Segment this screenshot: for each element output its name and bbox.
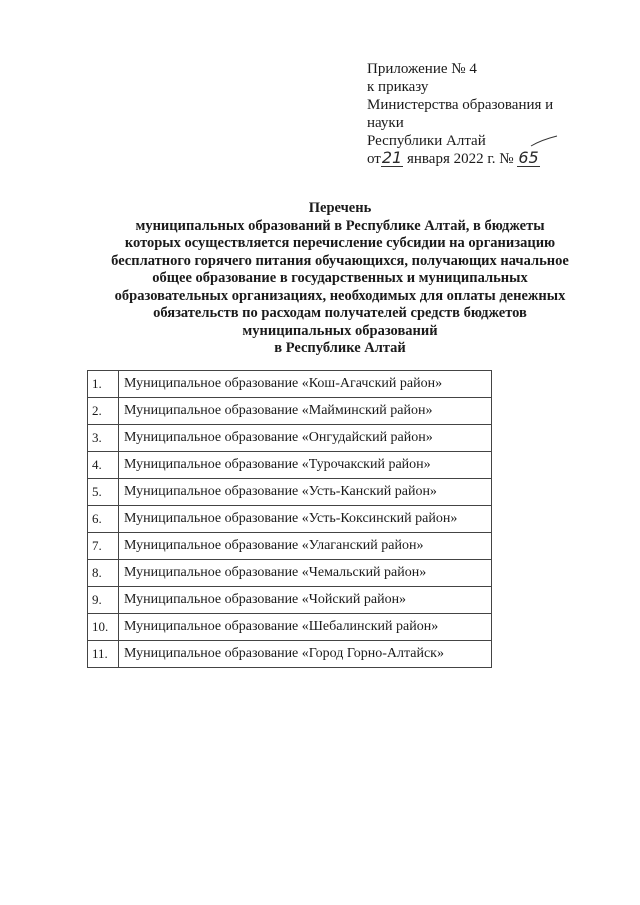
row-name: Муниципальное образование «Майминский район» (119, 398, 492, 425)
title-heading: Перечень (308, 200, 372, 216)
title-line: в Республике Алтай (274, 340, 406, 356)
table-row (88, 641, 492, 668)
table-row (88, 533, 492, 560)
date-middle: января 2022 г. № (406, 151, 514, 167)
date-prefix: от (367, 151, 381, 167)
row-number: 8. (88, 560, 119, 587)
title-line: общее образование в государственных и муниципальных (152, 270, 528, 286)
table-row (88, 452, 492, 479)
row-name: Муниципальное образование «Улаганский район» (119, 533, 492, 560)
table-row (88, 479, 492, 506)
municipalities-table (87, 370, 492, 668)
row-number: 7. (88, 533, 119, 560)
handwritten-order-number: 65 (518, 148, 539, 167)
row-number: 5. (88, 479, 119, 506)
row-name: Муниципальное образование «Усть-Канский район» (119, 479, 492, 506)
title-line: обязательств по расходам получателей средств бюджетов (153, 305, 527, 321)
row-name: Муниципальное образование «Усть-Коксинский район» (119, 506, 492, 533)
annex-line-science: науки (367, 115, 404, 131)
row-name: Муниципальное образование «Онгудайский район» (119, 425, 492, 452)
table-row (88, 587, 492, 614)
annex-header (367, 60, 597, 168)
row-number: 6. (88, 506, 119, 533)
annex-line-order: к приказу (367, 79, 429, 95)
document-title (80, 200, 600, 358)
row-number: 4. (88, 452, 119, 479)
row-name: Муниципальное образование «Чемальский район» (119, 560, 492, 587)
annex-date-line (367, 150, 597, 168)
row-number: 9. (88, 587, 119, 614)
table-row (88, 506, 492, 533)
title-line: образовательных организациях, необходимых для оплаты денежных (114, 287, 566, 304)
title-line: муниципальных образований (242, 322, 438, 339)
annex-line-appendix: Приложение № 4 (367, 61, 477, 77)
title-line: муниципальных образований в Республике Алтай, в бюджеты (135, 217, 545, 234)
row-name: Муниципальное образование «Турочакский район» (119, 452, 492, 479)
annex-line-republic: Республики Алтай (367, 133, 486, 149)
table-row (88, 371, 492, 398)
row-number: 3. (88, 425, 119, 452)
annex-line-ministry: Министерства образования и (367, 97, 554, 113)
table-row (88, 425, 492, 452)
row-name: Муниципальное образование «Шебалинский район» (119, 614, 492, 641)
row-name: Муниципальное образование «Кош-Агачский район» (119, 371, 492, 398)
row-number: 2. (88, 398, 119, 425)
table-row (88, 398, 492, 425)
title-line: которых осуществляется перечисление субсидии на организацию (124, 235, 556, 251)
row-name: Муниципальное образование «Город Горно-Алтайск» (119, 641, 492, 668)
row-number: 1. (88, 371, 119, 398)
row-number: 11. (88, 641, 119, 668)
table-row (88, 560, 492, 587)
handwritten-day: 21 (381, 148, 403, 167)
table-row (88, 614, 492, 641)
row-name: Муниципальное образование «Чойский район» (119, 587, 492, 614)
handwritten-stroke-mark (529, 134, 559, 148)
row-number: 10. (88, 614, 119, 641)
title-line: бесплатного горячего питания обучающихся, получающих начальное (111, 252, 569, 269)
